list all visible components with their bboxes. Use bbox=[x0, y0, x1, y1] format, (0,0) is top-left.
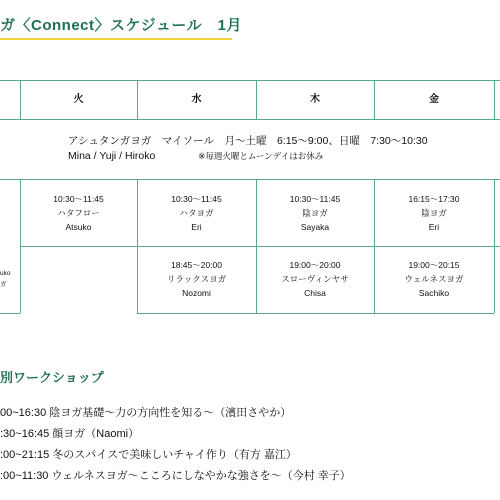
class-teacher: Atsuko bbox=[65, 222, 92, 232]
day-header-thu: 木 bbox=[310, 94, 320, 105]
class-time: 18:45〜20:00 bbox=[170, 260, 223, 270]
class-name: スローヴィンヤサ bbox=[281, 274, 349, 284]
morning-class-block bbox=[68, 134, 428, 164]
class-teacher: Nozomi bbox=[182, 288, 211, 298]
table-col-divider bbox=[494, 179, 495, 313]
class-time: 16:15〜17:30 bbox=[408, 194, 460, 204]
page-title: ガ〈Connect〉スケジュール 1月 bbox=[0, 17, 242, 34]
class-name: ハタヨガ bbox=[179, 208, 214, 218]
class-cell-fri-evening bbox=[374, 258, 494, 300]
class-teacher: Sachiko bbox=[418, 288, 450, 298]
class-time: 10:30〜11:45 bbox=[289, 194, 341, 204]
table-row-divider bbox=[0, 179, 500, 180]
class-cell-wed-day bbox=[137, 192, 256, 234]
class-cell-thu-evening bbox=[256, 258, 374, 300]
workshop-item: :00~21:15 冬のスパイスで美味しいチャイ作り（有方 嘉江） bbox=[0, 449, 297, 461]
table-row-divider bbox=[20, 246, 500, 247]
class-teacher: Eri bbox=[428, 222, 440, 232]
workshop-item: 00~16:30 陰ヨガ基礎〜力の方向性を知る〜（濱田さやか） bbox=[0, 407, 292, 419]
table-row-divider bbox=[137, 313, 494, 314]
table-header-divider bbox=[0, 119, 500, 120]
class-cell-wed-evening bbox=[137, 258, 256, 300]
workshop-item: :30~16:45 顔ヨガ（Naomi） bbox=[0, 428, 140, 440]
morning-class-footer bbox=[68, 149, 428, 164]
morning-class-note: ※毎週火曜とムーンデイはお休み bbox=[198, 151, 324, 161]
day-header-tue: 火 bbox=[73, 94, 84, 105]
morning-class-line: アシュタンガヨガ マイソール 月〜土曜 6:15〜9:00、日曜 7:30〜10:30 bbox=[68, 135, 428, 147]
class-teacher: Sayaka bbox=[300, 222, 330, 232]
workshop-item: :00~11:30 ウェルネスヨガ〜こころにしなやかな強さを〜（今村 幸子） bbox=[0, 470, 351, 482]
class-cell-thu-day bbox=[256, 192, 374, 234]
class-time: 10:30〜11:45 bbox=[53, 194, 104, 204]
day-header-fri: 金 bbox=[429, 94, 439, 105]
class-cell-tue-day bbox=[20, 192, 137, 234]
workshop-section-title: 別ワークショップ bbox=[0, 370, 104, 385]
class-cell-mon-evening bbox=[0, 268, 10, 290]
class-teacher: Chisa bbox=[304, 288, 326, 298]
class-teacher-fragment: uko bbox=[0, 270, 11, 277]
class-time: 19:00〜20:00 bbox=[289, 260, 341, 270]
title-underline bbox=[0, 38, 232, 40]
day-header-wed: 水 bbox=[191, 94, 202, 105]
class-name: 陰ヨガ bbox=[302, 208, 328, 218]
class-name: リラックスヨガ bbox=[166, 274, 227, 284]
class-teacher: Eri bbox=[191, 222, 202, 232]
class-name-fragment: ガ bbox=[0, 281, 7, 288]
class-time: 19:00〜20:15 bbox=[408, 260, 460, 270]
class-name: 陰ヨガ bbox=[421, 208, 447, 218]
morning-class-instructors: Mina / Yuji / Hiroko bbox=[68, 150, 156, 162]
class-name: ハタフロー bbox=[57, 208, 100, 218]
class-cell-fri-day bbox=[374, 192, 494, 234]
class-time: 10:30〜11:45 bbox=[171, 194, 222, 204]
class-name: ウェルネスヨガ bbox=[404, 274, 464, 284]
table-col-divider bbox=[494, 80, 495, 119]
table-row-divider bbox=[0, 313, 20, 314]
